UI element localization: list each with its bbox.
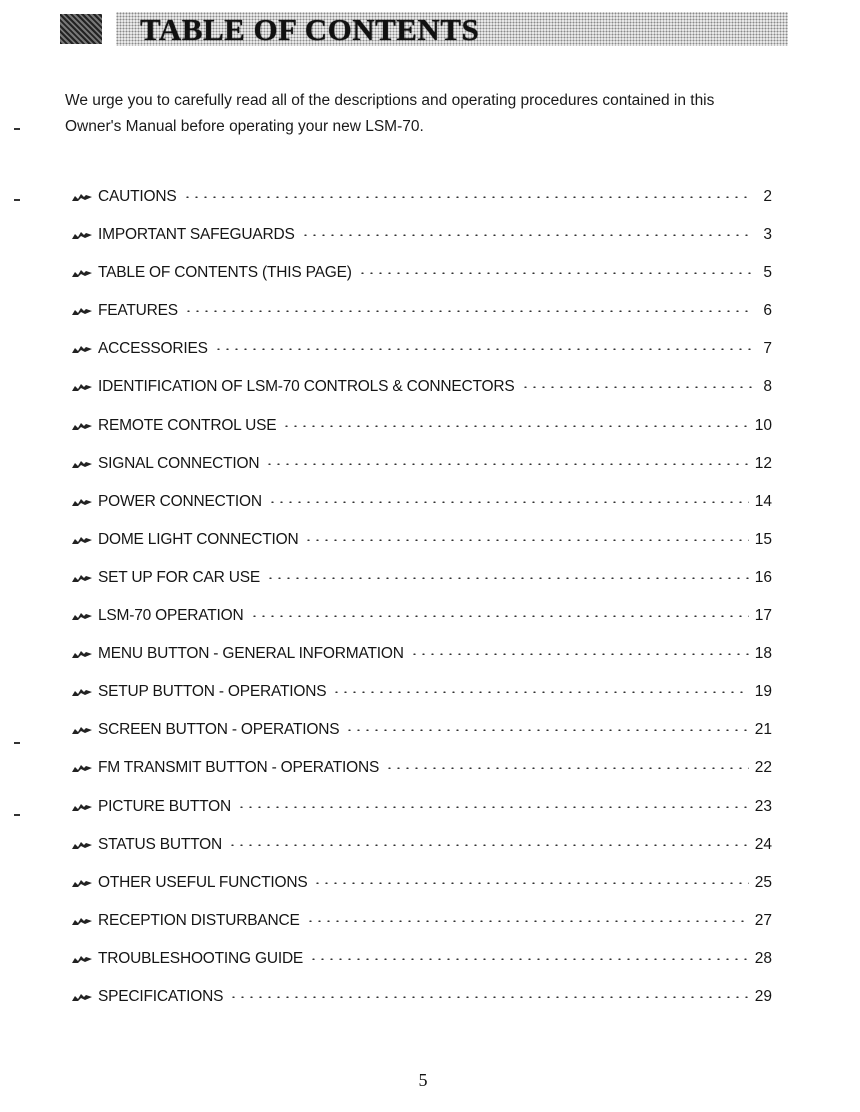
toc-entry-page: 16 <box>754 568 772 586</box>
toc-entry-page: 15 <box>754 530 772 548</box>
toc-entry <box>72 264 772 302</box>
hand-pointer-icon <box>72 684 92 694</box>
toc-entry-label: FEATURES <box>98 302 178 320</box>
toc-entry-label: LSM-70 OPERATION <box>98 607 244 625</box>
toc-entry-label: STATUS BUTTON <box>98 835 222 853</box>
dot-leader <box>250 615 749 617</box>
toc-entry <box>72 721 772 759</box>
toc-entry-page: 27 <box>754 911 772 929</box>
toc-entry <box>72 683 772 721</box>
hand-pointer-icon <box>72 722 92 732</box>
hand-pointer-icon <box>72 875 92 885</box>
toc-entry-page: 23 <box>754 797 772 815</box>
toc-entry-label: MENU BUTTON - GENERAL INFORMATION <box>98 645 404 663</box>
toc-entry-page: 18 <box>754 645 772 663</box>
toc-entry-label: RECEPTION DISTURBANCE <box>98 911 300 929</box>
hand-pointer-icon <box>72 760 92 770</box>
toc-entry <box>72 302 772 340</box>
intro-line-1: We urge you to carefully read all of the descriptions and operating procedures contained in this <box>65 92 715 109</box>
dot-leader <box>268 501 749 503</box>
toc-entry-page: 22 <box>754 759 772 777</box>
toc-entry-label: SIGNAL CONNECTION <box>98 454 260 472</box>
toc-entry-label: TABLE OF CONTENTS (THIS PAGE) <box>98 264 352 282</box>
dot-leader <box>229 996 749 998</box>
hand-pointer-icon <box>72 456 92 466</box>
toc-entry <box>72 874 772 912</box>
dot-leader <box>345 729 748 731</box>
hand-pointer-icon <box>72 379 92 389</box>
toc-entry <box>72 378 772 416</box>
toc-entry-page: 3 <box>763 226 772 244</box>
margin-mark <box>14 199 20 201</box>
margin-mark <box>14 814 20 816</box>
hand-pointer-icon <box>72 799 92 809</box>
toc-entry <box>72 417 772 455</box>
toc-entry-page: 6 <box>763 302 772 320</box>
dot-leader <box>282 425 748 427</box>
toc-entry-page: 14 <box>754 492 772 510</box>
page-title: TABLE OF CONTENTS <box>140 12 480 47</box>
toc-entry <box>72 645 772 683</box>
dot-leader <box>265 463 748 465</box>
hand-pointer-icon <box>72 341 92 351</box>
toc-entry-page: 8 <box>763 378 772 396</box>
toc-entry <box>72 988 772 1026</box>
hand-pointer-icon <box>72 227 92 237</box>
toc-entry-label: PICTURE BUTTON <box>98 797 231 815</box>
toc-entry-page: 19 <box>754 683 772 701</box>
toc-entry-label: IMPORTANT SAFEGUARDS <box>98 226 295 244</box>
dot-leader <box>306 920 749 922</box>
toc-entry <box>72 340 772 378</box>
toc-entry-label: TROUBLESHOOTING GUIDE <box>98 949 304 967</box>
dot-leader <box>385 767 749 769</box>
toc-entry-label: SCREEN BUTTON - OPERATIONS <box>98 721 340 739</box>
hand-pointer-icon <box>72 532 92 542</box>
hand-pointer-icon <box>72 837 92 847</box>
dot-leader <box>358 272 752 274</box>
table-of-contents-list <box>72 188 772 1026</box>
dot-leader <box>332 691 748 693</box>
dot-leader <box>309 958 749 960</box>
toc-entry-label: SPECIFICATIONS <box>98 987 224 1005</box>
toc-entry-label: ACCESSORIES <box>98 340 208 358</box>
margin-mark <box>14 742 20 744</box>
page-number: 5 <box>418 1070 428 1090</box>
toc-entry-label: SET UP FOR CAR USE <box>98 568 261 586</box>
hand-pointer-icon <box>72 494 92 504</box>
toc-entry <box>72 950 772 988</box>
margin-mark <box>14 128 20 130</box>
dot-leader <box>301 234 752 236</box>
dot-leader <box>228 844 749 846</box>
toc-entry <box>72 836 772 874</box>
toc-entry-label: IDENTIFICATION OF LSM-70 CONTROLS & CONNECTORS <box>98 378 515 396</box>
toc-entry-page: 25 <box>754 873 772 891</box>
toc-entry-page: 29 <box>754 987 772 1005</box>
toc-entry-page: 12 <box>754 454 772 472</box>
hand-pointer-icon <box>72 418 92 428</box>
dot-leader <box>183 196 753 198</box>
toc-entry <box>72 188 772 226</box>
dot-leader <box>184 310 752 312</box>
dot-leader <box>313 882 748 884</box>
toc-entry-label: REMOTE CONTROL USE <box>98 416 277 434</box>
header-block-icon <box>60 14 102 44</box>
toc-entry <box>72 607 772 645</box>
toc-entry-page: 28 <box>754 949 772 967</box>
toc-entry <box>72 912 772 950</box>
hand-pointer-icon <box>72 951 92 961</box>
hand-pointer-icon <box>72 265 92 275</box>
toc-entry <box>72 493 772 531</box>
hand-pointer-icon <box>72 646 92 656</box>
toc-entry-label: OTHER USEFUL FUNCTIONS <box>98 873 308 891</box>
toc-entry <box>72 798 772 836</box>
page-header <box>60 12 788 46</box>
toc-entry-label: POWER CONNECTION <box>98 492 262 510</box>
dot-leader <box>304 539 748 541</box>
dot-leader <box>266 577 749 579</box>
toc-entry <box>72 569 772 607</box>
hand-pointer-icon <box>72 608 92 618</box>
toc-entry <box>72 226 772 264</box>
dot-leader <box>214 348 752 350</box>
toc-entry-page: 17 <box>754 607 772 625</box>
dot-leader <box>237 806 749 808</box>
toc-entry <box>72 531 772 569</box>
hand-pointer-icon <box>72 570 92 580</box>
toc-entry-label: FM TRANSMIT BUTTON - OPERATIONS <box>98 759 380 777</box>
hand-pointer-icon <box>72 189 92 199</box>
toc-entry-page: 2 <box>763 188 772 205</box>
dot-leader <box>410 653 749 655</box>
toc-entry <box>72 759 772 797</box>
toc-entry-page: 10 <box>754 416 772 434</box>
toc-entry-page: 7 <box>763 340 772 358</box>
hand-pointer-icon <box>72 303 92 313</box>
hand-pointer-icon <box>72 989 92 999</box>
toc-entry-page: 21 <box>754 721 772 739</box>
toc-entry <box>72 455 772 493</box>
intro-line-2: Owner's Manual before operating your new LSM-70. <box>65 118 424 135</box>
toc-entry-label: SETUP BUTTON - OPERATIONS <box>98 683 327 701</box>
toc-entry-page: 5 <box>763 264 772 282</box>
hand-pointer-icon <box>72 913 92 923</box>
toc-entry-label: CAUTIONS <box>98 188 177 205</box>
toc-entry-label: DOME LIGHT CONNECTION <box>98 530 299 548</box>
dot-leader <box>521 386 752 388</box>
toc-entry-page: 24 <box>754 835 772 853</box>
intro-paragraph <box>65 88 777 140</box>
